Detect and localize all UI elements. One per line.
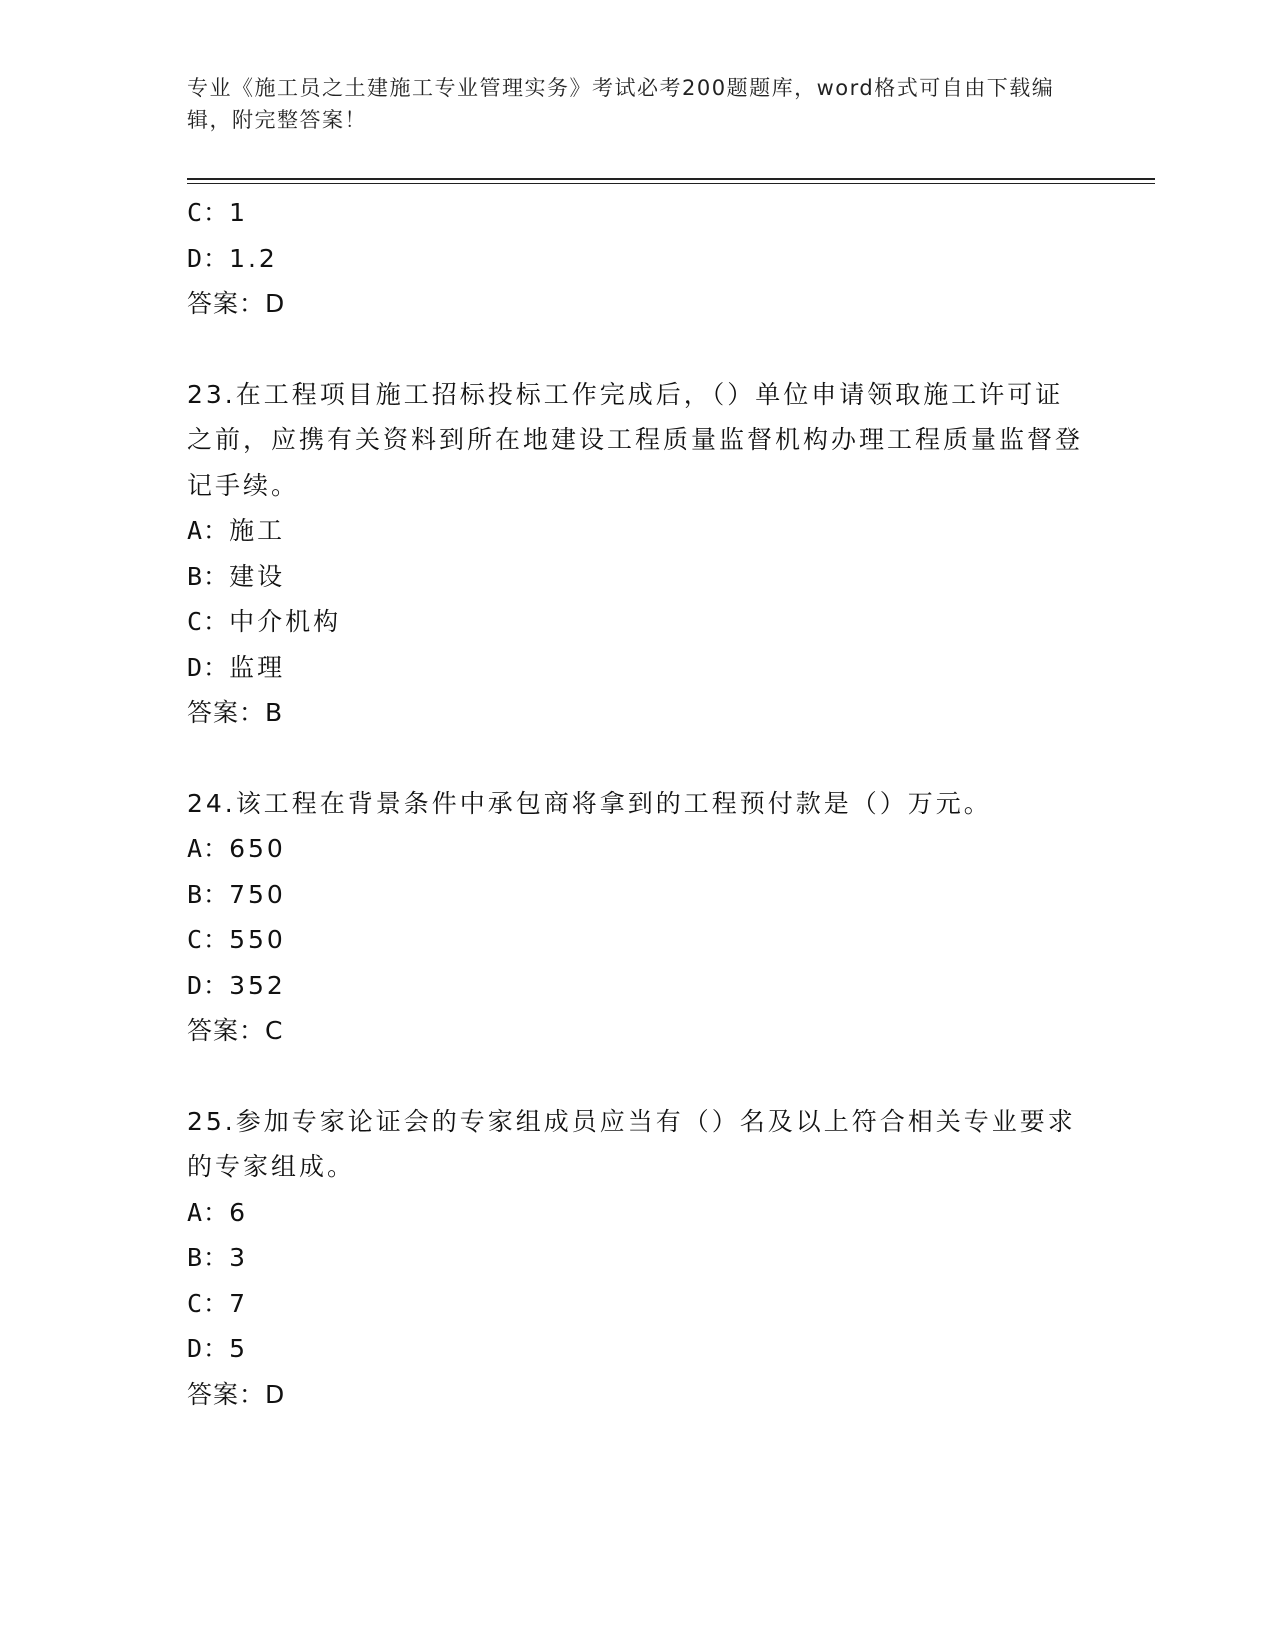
header-text: 专业《施工员之土建施工专业管理实务》考试必考200题题库，word格式可自由下载编辑，附完整答案！ (187, 76, 1055, 132)
option-a (187, 508, 1087, 554)
question-23 (187, 372, 1087, 736)
option-text: 建设 (229, 561, 286, 591)
question-22-continuation (187, 190, 1087, 327)
option-label: D： (187, 1334, 230, 1363)
answer-line: 答案：D (187, 1379, 286, 1409)
option-c (187, 599, 1087, 645)
answer-line: 答案：D (187, 289, 286, 318)
option-text: 750 (229, 879, 286, 909)
option-text: 5 (229, 1334, 248, 1363)
option-text: 中介机构 (229, 607, 342, 636)
option-text: 7 (229, 1288, 248, 1318)
option-c (187, 1281, 1087, 1327)
option-label: A： (187, 1197, 230, 1227)
option-text: 1 (229, 198, 248, 227)
option-label: C： (187, 198, 230, 227)
option-d (187, 236, 1087, 282)
option-label: C： (187, 607, 230, 636)
option-label: C： (187, 925, 230, 954)
option-d (187, 963, 1087, 1009)
option-b (187, 1235, 1087, 1281)
document-header (187, 72, 1087, 136)
option-label: A： (187, 834, 230, 863)
option-label: B： (187, 879, 230, 909)
option-d (187, 1326, 1087, 1372)
option-label: C： (187, 1288, 230, 1318)
option-c (187, 190, 1087, 236)
header-divider-thick (187, 178, 1155, 180)
document-body (187, 190, 1087, 1462)
question-text: 24.该工程在背景条件中承包商将拿到的工程预付款是（）万元。 (187, 788, 992, 818)
option-label: A： (187, 516, 230, 545)
option-label: D： (187, 970, 230, 1000)
option-text: 550 (229, 925, 286, 954)
option-text: 监理 (229, 652, 286, 682)
option-label: B： (187, 561, 230, 591)
answer-line: 答案：B (187, 698, 284, 727)
question-25 (187, 1099, 1087, 1418)
option-b (187, 872, 1087, 918)
question-24 (187, 781, 1087, 1054)
option-b (187, 554, 1087, 600)
header-divider-thin (187, 183, 1155, 184)
answer-line: 答案：C (187, 1016, 284, 1045)
option-label: D： (187, 652, 230, 682)
option-label: D： (187, 243, 230, 273)
option-text: 6 (229, 1197, 248, 1227)
option-c (187, 917, 1087, 963)
option-text: 3 (229, 1243, 248, 1272)
question-text: 25.参加专家论证会的专家组成员应当有（）名及以上符合相关专业要求的专家组成。 (187, 1106, 1076, 1181)
option-text: 352 (229, 970, 286, 1000)
option-text: 650 (229, 834, 286, 863)
question-text: 23.在工程项目施工招标投标工作完成后，（）单位申请领取施工许可证之前，应携有关资料到所在地建设工程质量监督机构办理工程质量监督登记手续。 (187, 379, 1084, 500)
option-text: 施工 (229, 516, 286, 545)
option-a (187, 826, 1087, 872)
option-a (187, 1190, 1087, 1236)
option-text: 1.2 (229, 243, 278, 273)
option-label: B： (187, 1243, 230, 1272)
option-d (187, 645, 1087, 691)
